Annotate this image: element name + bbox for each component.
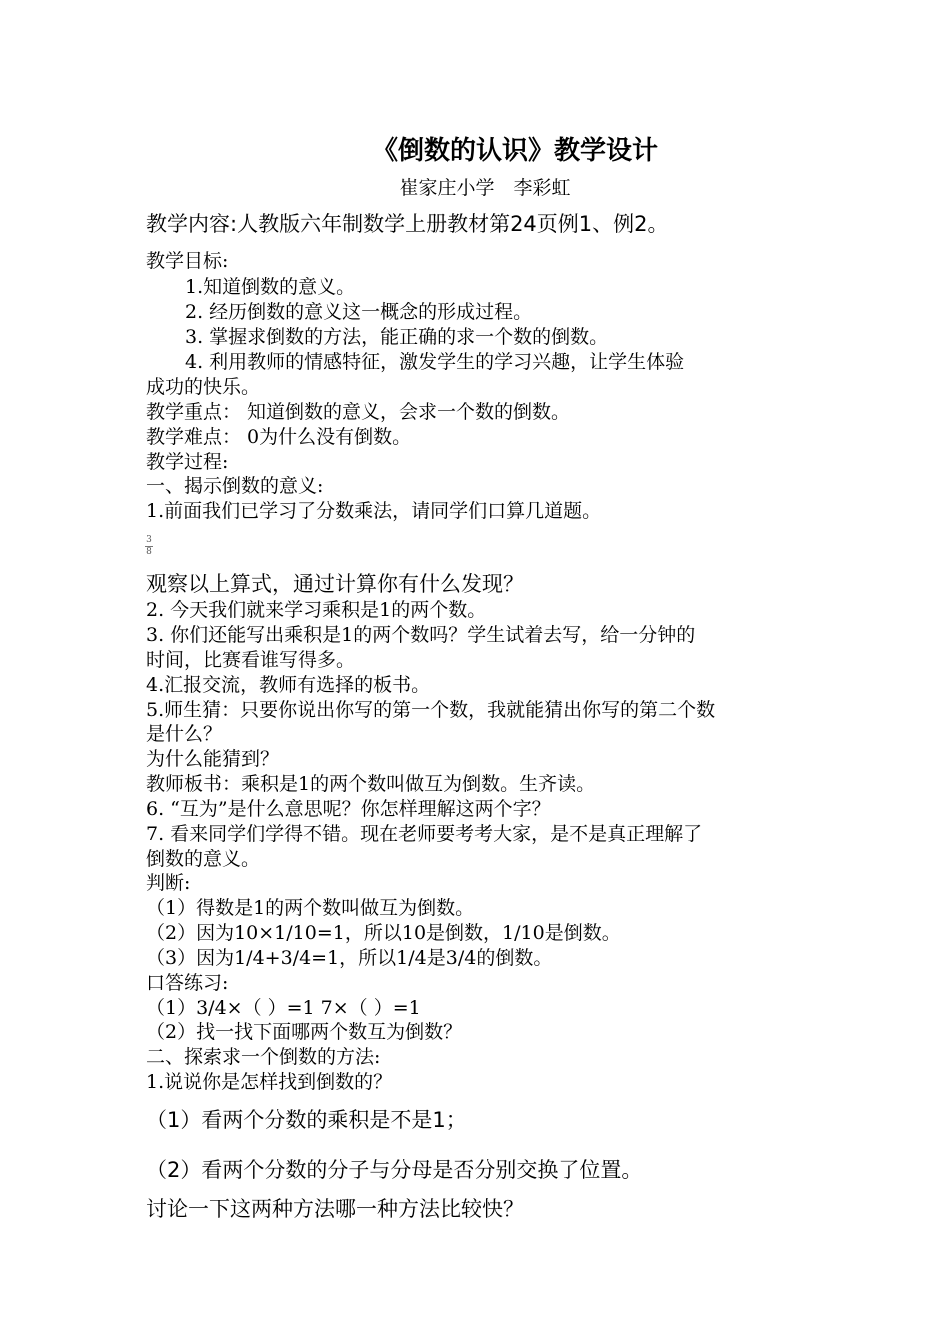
- section-heading: 二、探索求一个倒数的方法:: [146, 1046, 381, 1068]
- step-text: 1.说说你是怎样找到倒数的？: [146, 1071, 393, 1093]
- objectives-heading: 教学目标:: [146, 250, 229, 272]
- process-heading: 教学过程:: [146, 451, 229, 473]
- difficulty: 教学难点： 0为什么没有倒数。: [146, 426, 412, 448]
- objective-item: 4. 利用教师的情感特征，激发学生的学习兴趣，让学生体验: [185, 351, 685, 373]
- objective-item: 3. 掌握求倒数的方法，能正确的求一个数的倒数。: [185, 326, 609, 348]
- question-text: 为什么能猜到？: [146, 748, 280, 770]
- step-text: 2. 今天我们就来学习乘积是1的两个数。: [146, 599, 487, 621]
- oral-exercise: （1）3/4×（ ）=1 7×（ ）=1: [146, 997, 421, 1019]
- fraction-denominator: 8: [146, 547, 152, 557]
- step-text-continued: 倒数的意义。: [146, 848, 261, 870]
- step-text: 7. 看来同学们学得不错。现在老师要考考大家，是不是真正理解了: [146, 823, 703, 845]
- oral-heading: 口答练习:: [146, 972, 229, 994]
- observe-question: 观察以上算式，通过计算你有什么发现？: [146, 572, 524, 596]
- section-heading: 一、揭示倒数的意义:: [146, 475, 324, 497]
- objective-item-continued: 成功的快乐。: [146, 376, 261, 398]
- discussion-question: 讨论一下这两种方法哪一种方法比较快？: [146, 1197, 524, 1221]
- step-text: 5.师生猜：只要你说出你写的第一个数，我就能猜出你写的第二个数: [146, 699, 716, 721]
- step-text: 3. 你们还能写出乘积是1的两个数吗？学生试着去写，给一分钟的: [146, 624, 696, 646]
- method-item: （1）看两个分数的乘积是不是1；: [146, 1108, 467, 1132]
- step-text: 4.汇报交流，教师有选择的板书。: [146, 674, 431, 696]
- step-text: 6. “互为”是什么意思呢？你怎样理解这两个字？: [146, 798, 551, 820]
- step-text-continued: 是什么？: [146, 723, 223, 745]
- key-point: 教学重点： 知道倒数的意义，会求一个数的倒数。: [146, 401, 571, 423]
- teaching-content: 教学内容:人教版六年制数学上册教材第24页例1、例2。: [146, 212, 669, 236]
- judge-item: （1）得数是1的两个数叫做互为倒数。: [146, 897, 475, 919]
- author-line: 崔家庄小学 李彩虹: [399, 177, 571, 199]
- objective-item: 1.知道倒数的意义。: [185, 276, 356, 298]
- fraction-numerator: 3: [146, 535, 152, 545]
- method-item: （2）看两个分数的分子与分母是否分别交换了位置。: [146, 1158, 643, 1182]
- oral-exercise: （2）找一找下面哪两个数互为倒数？: [146, 1021, 463, 1043]
- judge-item: （3）因为1/4+3/4=1，所以1/4是3/4的倒数。: [146, 947, 553, 969]
- step-text-continued: 时间，比赛看谁写得多。: [146, 649, 356, 671]
- judge-item: （2）因为10×1/10=1，所以10是倒数，1/10是倒数。: [146, 922, 621, 944]
- document-title: 《倒数的认识》教学设计: [371, 136, 658, 166]
- judge-heading: 判断:: [146, 872, 191, 894]
- board-text: 教师板书：乘积是1的两个数叫做互为倒数。生齐读。: [146, 773, 596, 795]
- objective-item: 2. 经历倒数的意义这一概念的形成过程。: [185, 301, 533, 323]
- step-text: 1.前面我们已学习了分数乘法，请同学们口算几道题。: [146, 500, 602, 522]
- fraction-three-eighths: [145, 536, 153, 557]
